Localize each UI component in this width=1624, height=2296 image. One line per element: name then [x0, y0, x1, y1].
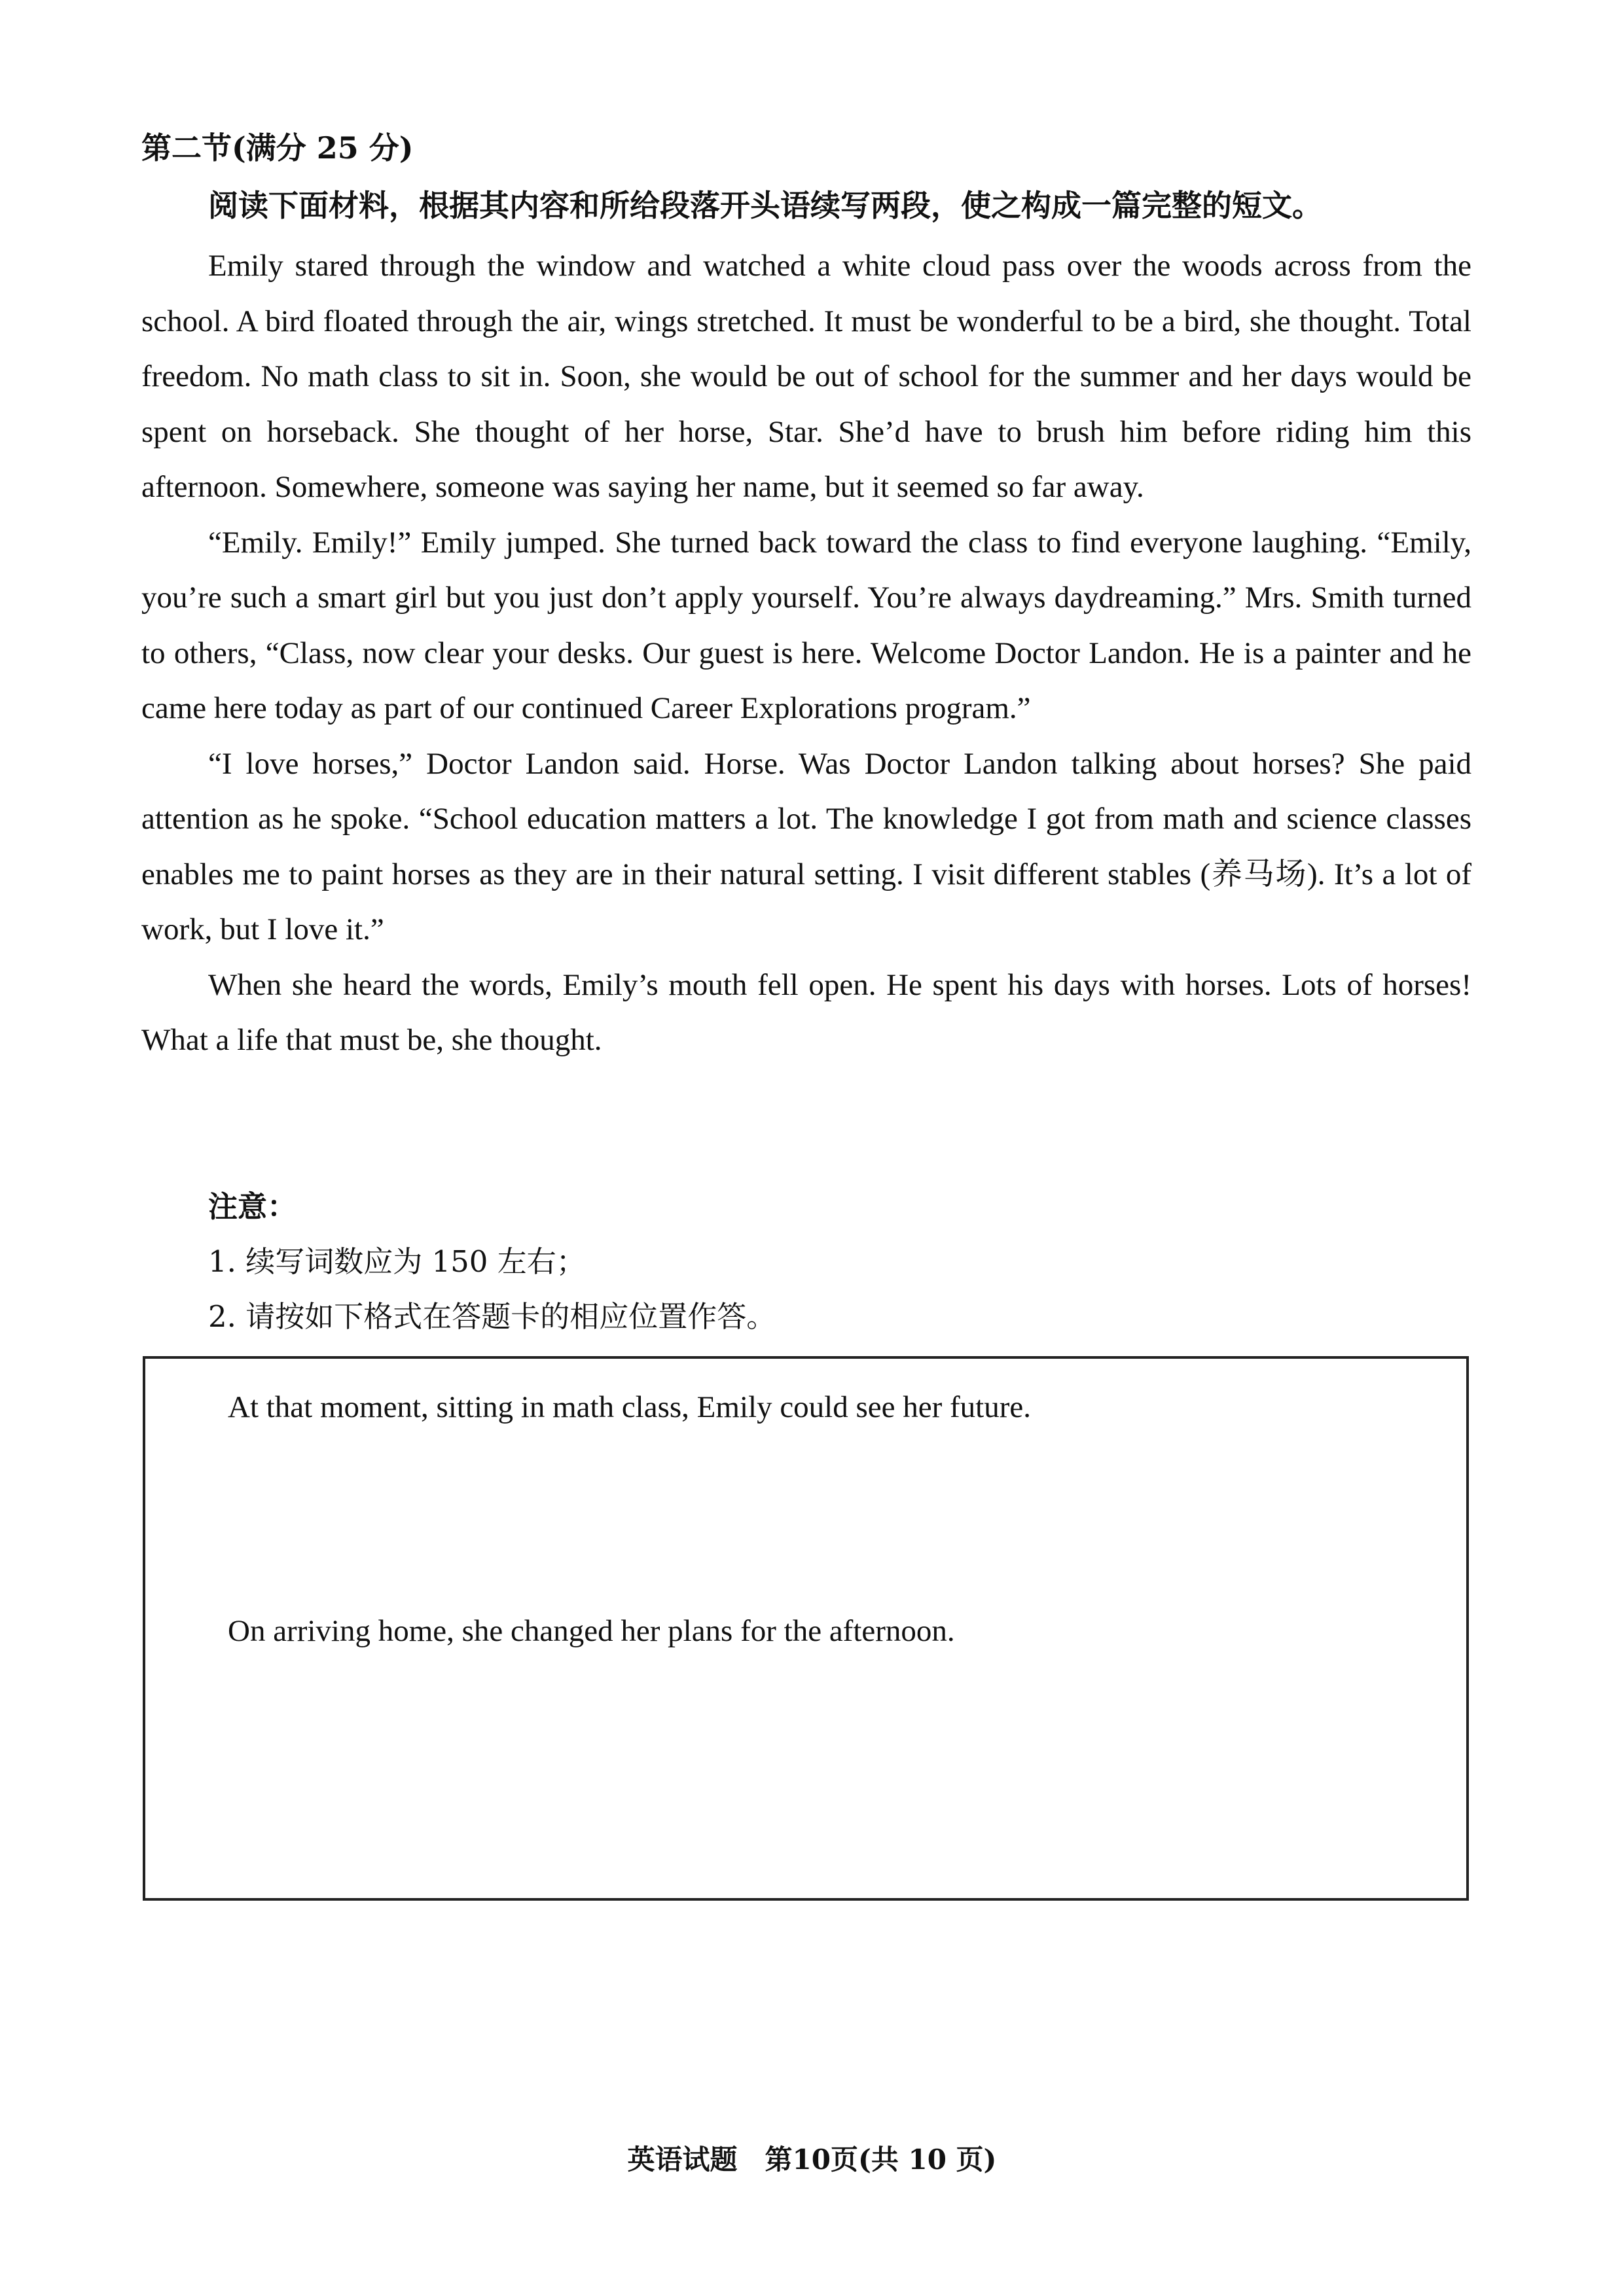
instruction-text: 阅读下面材料，根据其内容和所给段落开头语续写两段，使之构成一篇完整的短文。 — [208, 188, 1322, 223]
passage-paragraph: Emily stared through the window and watched a white cloud pass over the woods across from the school. A bird floated through the air, wings stretched. It must be wonderful to be a bird, she thought. Total freedom. No math class to sit in. Soon, she would be out of school for the summer and her days would be spent on horseback. She thought of her horse, Star. She’d have to brush him before riding him this afternoon. Somewhere, someone was saying her name, but it seemed so far away. — [141, 249, 1471, 504]
answer-box — [143, 1356, 1469, 1901]
paragraph-opening-2: On arriving home, she changed her plans for the afternoon. — [228, 1614, 955, 1648]
reading-passage — [141, 238, 1471, 1068]
notes-label: 注意： — [208, 1189, 297, 1224]
notes-section — [208, 1179, 776, 1344]
paragraph-opening-1: At that moment, sitting in math class, Emily could see her future. — [228, 1390, 1031, 1424]
page-footer: 英语试题 第10页(共 10 页) — [627, 2144, 997, 2176]
note-item: 1. 续写词数应为 150 左右； — [208, 1244, 586, 1279]
note-item: 2. 请按如下格式在答题卡的相应位置作答。 — [208, 1299, 776, 1334]
passage-paragraph: When she heard the words, Emily’s mouth fell open. He spent his days with horses. Lots of horses! What a life that must be, she thought. — [141, 967, 1471, 1057]
section-title: 第二节(满分 25 分) — [141, 130, 414, 166]
passage-paragraph: “Emily. Emily!” Emily jumped. She turned back toward the class to find everyone laughing. “Emily, you’re such a smart girl but you just don’t apply yourself. You’re always daydreaming.” Mrs. Smith turned to others, “Class, now clear your desks. Our guest is here. Welcome Doctor Landon. He is a painter and he came here today as part of our continued Career Explorations program.” — [141, 525, 1471, 725]
passage-paragraph: “I love horses,” Doctor Landon said. Horse. Was Doctor Landon talking about horses? She paid attention as he spoke. “School education matters a lot. The knowledge I got from math and science classes enables me to paint horses as they are in their natural setting. I visit different stables (养马场). It’s a lot of work, but I love it.” — [141, 746, 1471, 946]
